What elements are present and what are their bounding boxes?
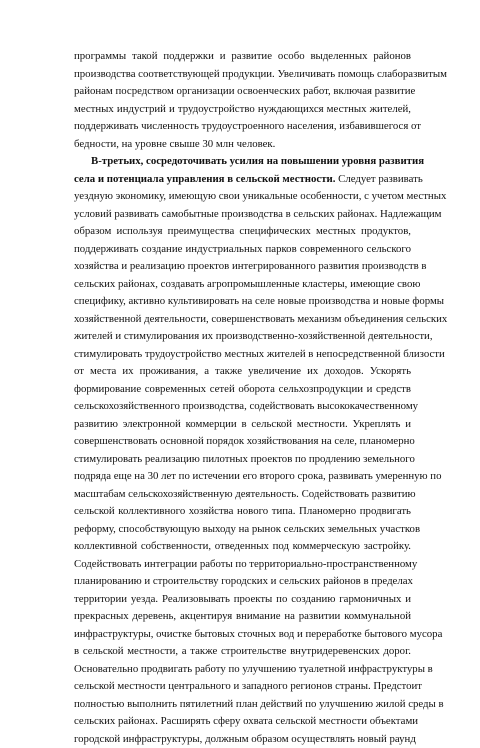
text-line [74, 433, 411, 451]
text-segment: коллективной собственности, отведенных под коммерческую застройку. [74, 540, 411, 552]
text-segment: районам посредством организации освоенческих работ, включая развитие [74, 85, 415, 97]
text-segment: уездную экономику, имеющую свои уникальные особенности, с учетом местных [74, 190, 446, 202]
text-line [74, 381, 411, 399]
text-line [74, 591, 411, 609]
text-line [74, 731, 411, 748]
text-line [74, 398, 411, 416]
text-segment: поддерживать создание индустриальных парков современного сельского [74, 243, 411, 255]
text-line [74, 486, 411, 504]
text-segment: сельских районах, создавать агропромышленные кластеры, имеющие свою [74, 278, 420, 290]
text-line [74, 468, 411, 486]
text-line [74, 276, 411, 294]
text-line [74, 503, 411, 521]
text-line [74, 153, 411, 171]
text-line [74, 48, 411, 66]
text-segment: Основательно продвигать работу по улучшению туалетной инфраструктуры в [74, 663, 433, 675]
text-line [74, 538, 411, 556]
text-segment: поддерживать численность трудоустроенного населения, избавившегося от [74, 120, 421, 132]
text-segment: жителей и стимулирования их производственно-хозяйственной деятельности, [74, 330, 433, 342]
text-line [74, 363, 411, 381]
text-segment: подряда еще на 30 лет по истечении его второго срока, развивать умеренную по [74, 470, 442, 482]
text-segment: хозяйственной деятельности, совершенствовать механизм объединения сельских [74, 313, 447, 325]
text-segment: прекрасных деревень, акцентируя внимание на развитии коммунальной [74, 610, 411, 622]
text-line [74, 101, 411, 119]
text-line [74, 293, 411, 311]
text-line [74, 171, 411, 189]
text-line [74, 696, 411, 714]
text-segment: полностью выполнить пятилетний план действий по улучшению жилой среды в [74, 698, 444, 710]
text-line [74, 678, 411, 696]
text-segment: местных индустрий и трудоустройство нуждающихся местных жителей, [74, 103, 411, 115]
text-segment: Содействовать интеграции работы по территориально-пространственному [74, 558, 417, 570]
text-line [74, 608, 411, 626]
text-segment: хозяйства и реализацию проектов интегрированного развития производств в [74, 260, 427, 272]
text-line [74, 416, 411, 434]
text-segment: в сельской местности, а также строительстве внутридеревенских дорог. [74, 645, 411, 657]
body-text [74, 48, 411, 748]
text-line [74, 626, 411, 644]
text-line [74, 136, 411, 154]
text-segment: сельскохозяйственного производства, содействовать высококачественному [74, 400, 418, 412]
text-line [74, 573, 411, 591]
text-segment: образом используя преимущества специфических местных продуктов, [74, 225, 411, 237]
text-segment: от места их проживания, а также увеличение их доходов. Ускорять [74, 365, 411, 377]
text-segment: формирование современных сетей оборота сельхозпродукции и средств [74, 383, 411, 395]
text-segment: масштабам сельскохозяйственную деятельность. Содействовать развитию [74, 488, 416, 500]
text-segment: сельской коллективного хозяйства нового типа. Планомерно продвигать [74, 505, 411, 517]
text-segment: Следует развивать [335, 173, 422, 185]
text-line [74, 328, 411, 346]
text-line [74, 521, 411, 539]
text-segment: планированию и строительству городских и сельских районов в пределах [74, 575, 413, 587]
text-line [74, 241, 411, 259]
text-segment: специфику, активно культивировать на селе новые производства и новые формы [74, 295, 444, 307]
text-segment: условий развивать самобытные производства в сельских районах. Надлежащим [74, 208, 442, 220]
text-line [74, 83, 411, 101]
bold-text-segment: села и потенциала управления в сельской местности. [74, 173, 335, 185]
text-line [74, 118, 411, 136]
text-segment: бедности, на уровне свыше 30 млн человек. [74, 138, 275, 150]
text-line [74, 206, 411, 224]
text-segment: сельской местности центрального и западного регионов страны. Предстоит [74, 680, 422, 692]
text-line [74, 188, 411, 206]
text-segment: городской инфраструктуры, должным образом осуществлять новый раунд [74, 733, 416, 745]
text-segment: реформу, способствующую выходу на рынок сельских земельных участков [74, 523, 420, 535]
text-line [74, 556, 411, 574]
text-segment: производства соответствующей продукции. Увеличивать помощь слаборазвитым [74, 68, 447, 80]
text-segment: инфраструктуры, очистке бытовых сточных вод и переработке бытового мусора [74, 628, 442, 640]
text-line [74, 713, 411, 731]
text-segment: стимулировать трудоустройство местных жителей в непосредственной близости [74, 348, 445, 360]
text-line [74, 66, 411, 84]
text-line [74, 451, 411, 469]
bold-text-segment: В-третьих, сосредоточивать усилия на повышении уровня развития [91, 155, 424, 167]
text-segment: сельских районах. Расширять сферу охвата сельской местности объектами [74, 715, 418, 727]
text-line [74, 311, 411, 329]
text-segment: стимулировать реализацию пилотных проектов по продлению земельного [74, 453, 415, 465]
text-line [74, 346, 411, 364]
text-line [74, 661, 411, 679]
text-line [74, 643, 411, 661]
text-line [74, 223, 411, 241]
text-line [74, 258, 411, 276]
text-segment: совершенствовать основной порядок хозяйствования на селе, планомерно [74, 435, 415, 447]
text-segment: территории уезда. Реализовывать проекты по созданию гармоничных и [74, 593, 411, 605]
text-segment: развитию электронной коммерции в сельской местности. Укреплять и [74, 418, 411, 430]
text-segment: программы такой поддержки и развитие особо выделенных районов [74, 50, 411, 62]
